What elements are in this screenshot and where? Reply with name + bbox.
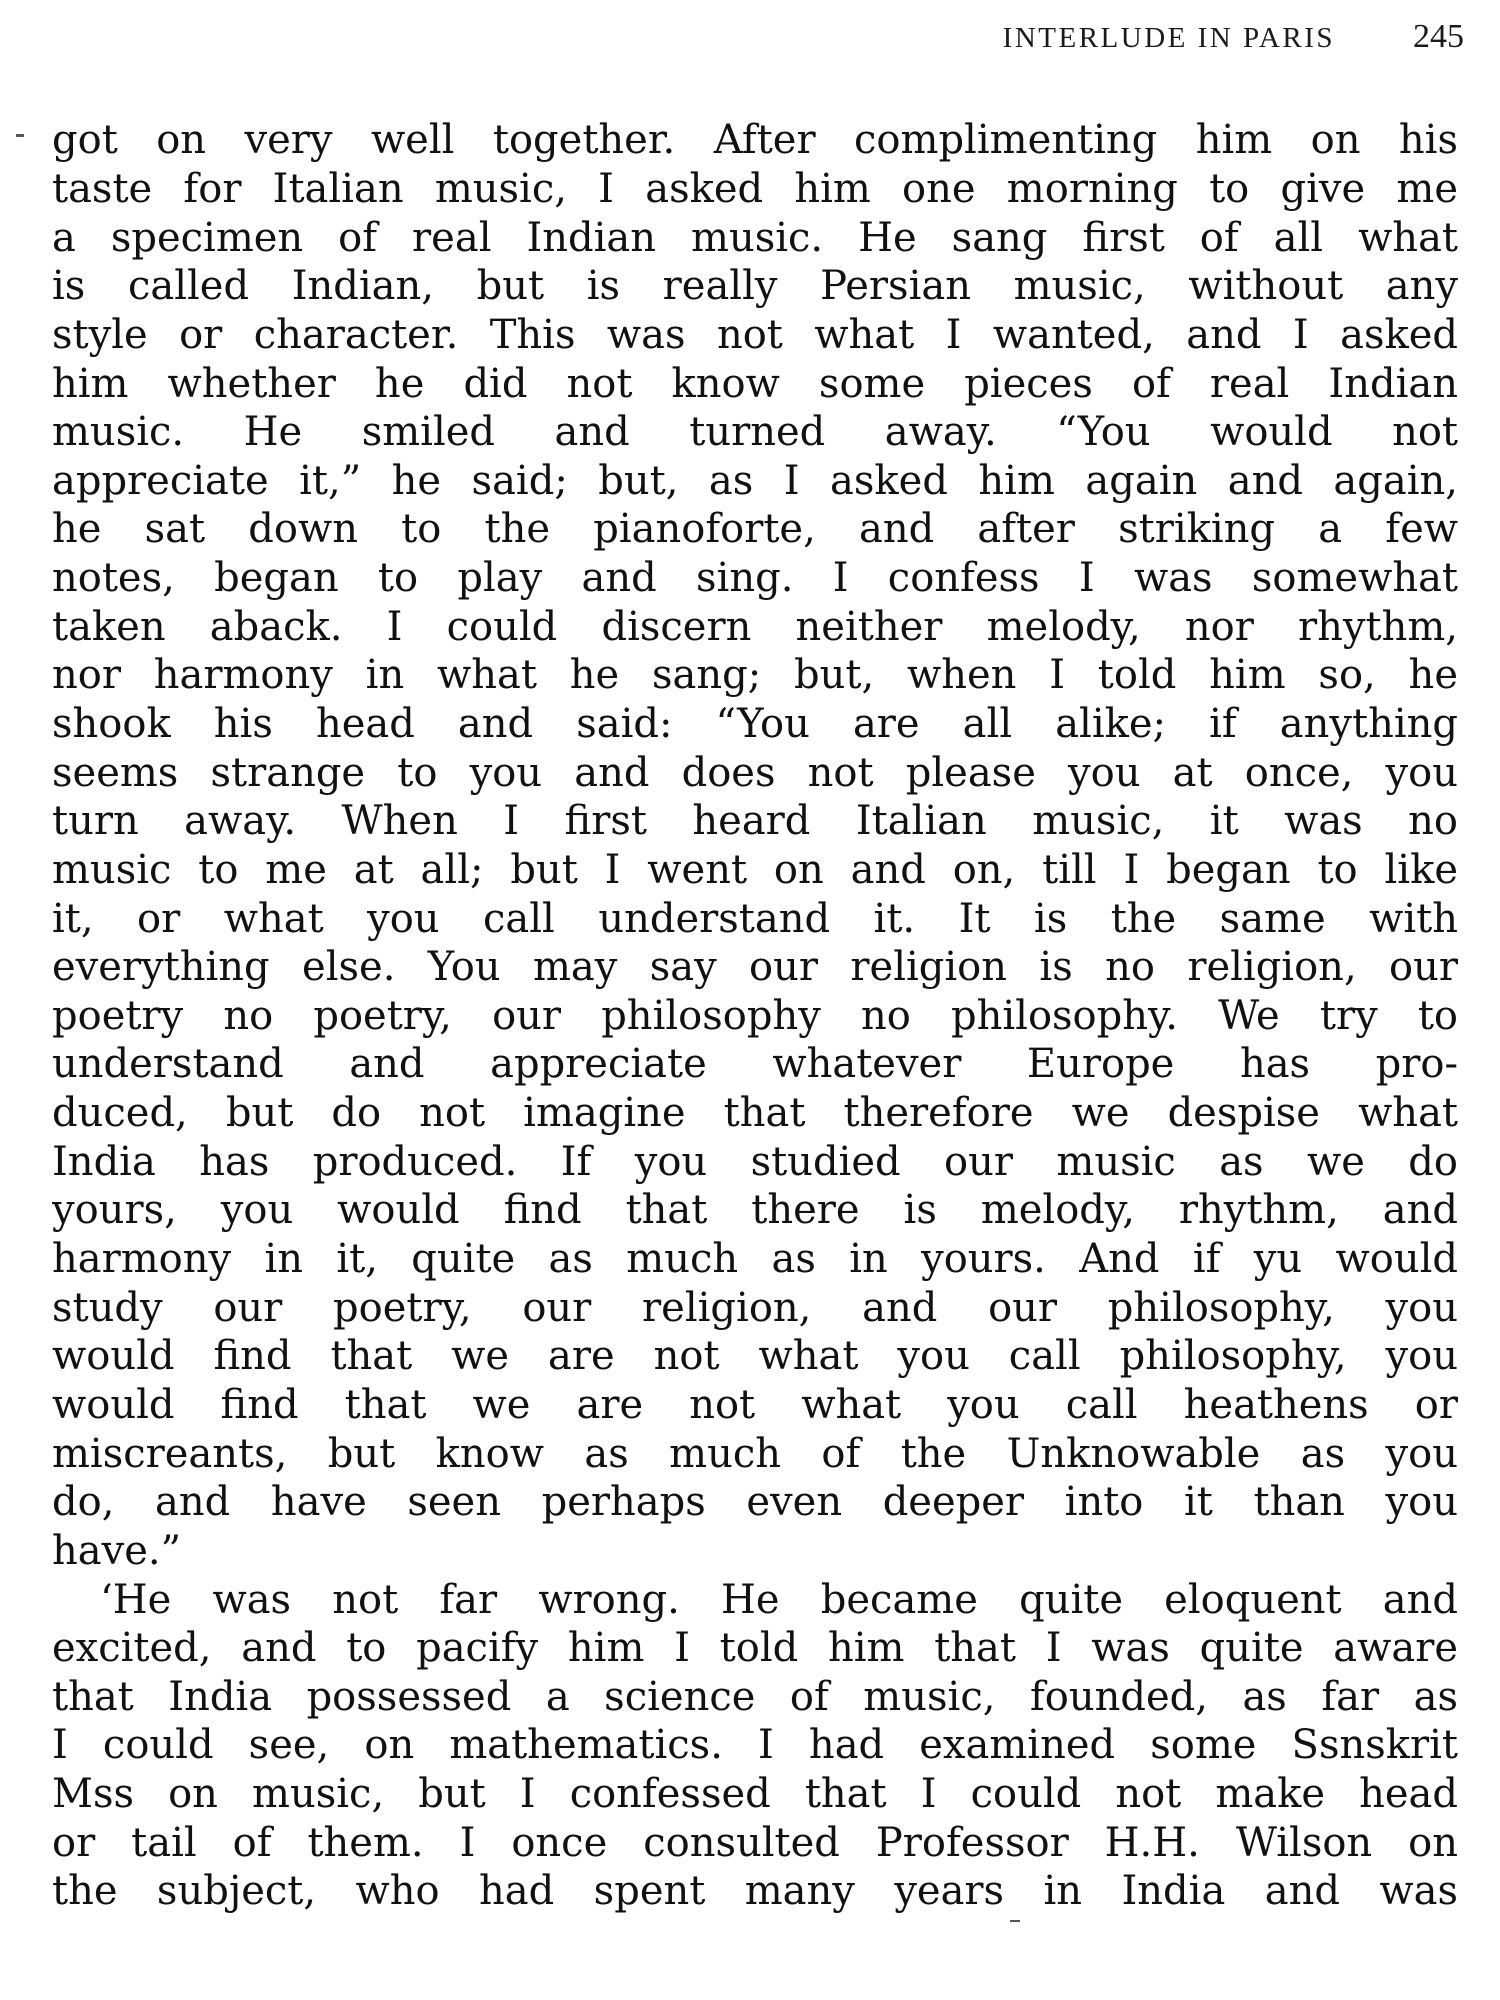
text-line: study our poetry, our religion, and our philosophy, you xyxy=(52,1284,1458,1331)
text-line: Mss on music, but I confessed that I could not make head xyxy=(52,1771,1458,1818)
text-line: would find that we are not what you call philosophy, you xyxy=(52,1333,1458,1380)
text-line: India has produced. If you studied our music as we do xyxy=(52,1138,1458,1185)
text-line: taste for Italian music, I asked him one morning to give me xyxy=(52,165,1458,212)
text-line: or tail of them. I once consulted Professor H.H. Wilson on xyxy=(52,1819,1458,1866)
text-line: understand and appreciate whatever Europe has pro- xyxy=(52,1041,1458,1088)
text-line: do, and have seen perhaps even deeper into it than you xyxy=(52,1479,1458,1526)
text-line: appreciate it,” he said; but, as I asked him again and again, xyxy=(52,457,1458,504)
text-line: style or character. This was not what I wanted, and I asked xyxy=(52,311,1458,358)
text-line: got on very well together. After complimenting him on his xyxy=(52,117,1458,164)
text-line: music. He smiled and turned away. “You would not xyxy=(52,409,1458,456)
text-line: miscreants, but know as much of the Unknowable as you xyxy=(52,1430,1458,1477)
text-line: notes, began to play and sing. I confess I was somewhat xyxy=(52,555,1458,602)
text-line: yours, you would find that there is melody, rhythm, and xyxy=(52,1187,1458,1234)
running-head xyxy=(1003,18,1464,56)
text-line: he sat down to the pianoforte, and after striking a few xyxy=(52,506,1458,553)
text-line: would find that we are not what you call heathens or xyxy=(52,1381,1458,1428)
text-line: turn away. When I first heard Italian music, it was no xyxy=(52,798,1458,845)
text-line: everything else. You may say our religion is no religion, our xyxy=(52,944,1458,991)
text-line: harmony in it, quite as much as in yours. And if yu would xyxy=(52,1236,1458,1283)
running-title: INTERLUDE IN PARIS xyxy=(1002,22,1335,54)
text-line: shook his head and said: “You are all alike; if anything xyxy=(52,701,1458,747)
text-line: excited, and to pacify him I told him that I was quite aware xyxy=(52,1625,1458,1672)
scan-speck xyxy=(1010,1920,1020,1922)
text-line: music to me at all; but I went on and on, till I began to like xyxy=(52,846,1458,893)
text-line: that India possessed a science of music, founded, as far as xyxy=(52,1673,1458,1720)
text-line: poetry no poetry, our philosophy no philosophy. We try to xyxy=(52,992,1458,1039)
text-line: him whether he did not know some pieces of real Indian xyxy=(52,360,1458,407)
text-line: is called Indian, but is really Persian music, without any xyxy=(52,263,1458,310)
text-line: seems strange to you and does not please you at once, you xyxy=(52,749,1458,796)
page-number: 245 xyxy=(1413,18,1464,55)
scan-speck xyxy=(16,134,24,137)
text-line: nor harmony in what he sang; but, when I told him so, he xyxy=(52,652,1458,699)
text-line: the subject, who had spent many years in India and was xyxy=(52,1868,1458,1915)
text-line: it, or what you call understand it. It is the same with xyxy=(52,895,1458,942)
paragraph-start-line: ‘He was not far wrong. He became quite eloquent and xyxy=(100,1576,1458,1623)
text-line: taken aback. I could discern neither melody, nor rhythm, xyxy=(52,603,1458,650)
text-line: duced, but do not imagine that therefore we despise what xyxy=(52,1090,1458,1137)
text-line: a specimen of real Indian music. He sang first of all what xyxy=(52,214,1458,261)
text-line: I could see, on mathematics. I had examined some Ssnskrit xyxy=(52,1722,1458,1769)
body-text xyxy=(52,116,1458,1916)
paragraph-end-line: have.” xyxy=(52,1527,182,1574)
